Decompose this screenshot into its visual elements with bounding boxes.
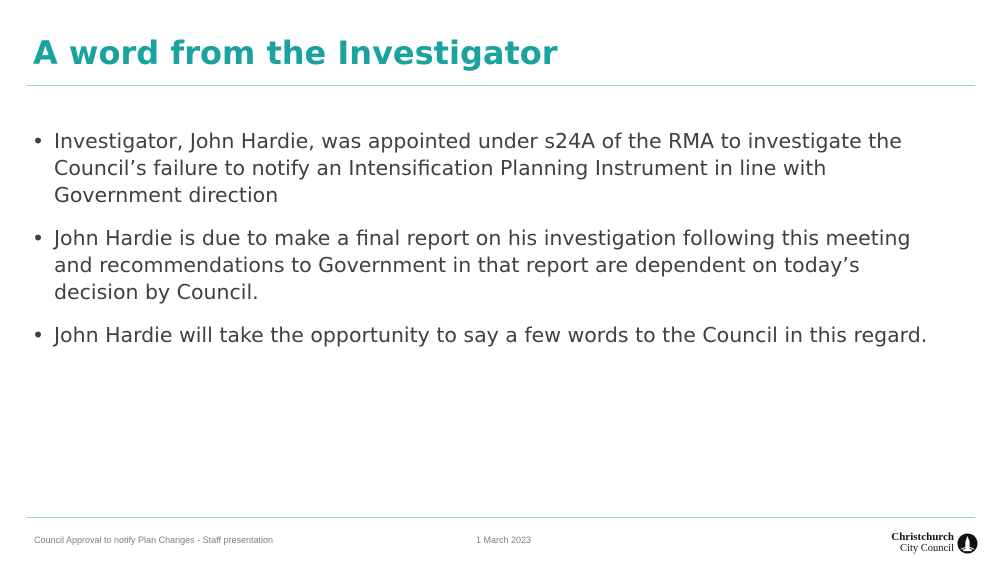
logo-text [891,532,954,554]
bullet-item [30,225,950,306]
bullet-dot-icon: • [32,129,45,153]
footer-presentation-title: Council Approval to notify Plan Changes - Staff presentation [34,535,273,545]
logo-line-1: Christchurch [891,531,954,543]
council-logo [890,532,978,556]
bullet-text: John Hardie will take the opportunity to say a few words to the Council in this regard. [54,323,928,347]
title-divider [27,85,975,86]
bullet-text: John Hardie is due to make a final report on his investigation following this meeting and recommendations to Government in that report are dependent on today’s decision by Council. [54,226,911,304]
logo-line-2: City Council [900,543,954,554]
cathedral-logo-icon [957,533,978,554]
footer-divider [27,517,975,518]
bullet-list [30,128,950,365]
footer-date: 1 March 2023 [476,535,532,545]
bullet-item [30,322,950,349]
bullet-dot-icon: • [32,323,45,347]
bullet-text: Investigator, John Hardie, was appointed under s24A of the RMA to investigate the Council’s failure to notify an Intensification Planning Instrument in line with Government direction [54,129,902,207]
bullet-dot-icon: • [32,226,45,250]
slide-title: A word from the Investigator [33,34,558,72]
bullet-item [30,128,950,209]
